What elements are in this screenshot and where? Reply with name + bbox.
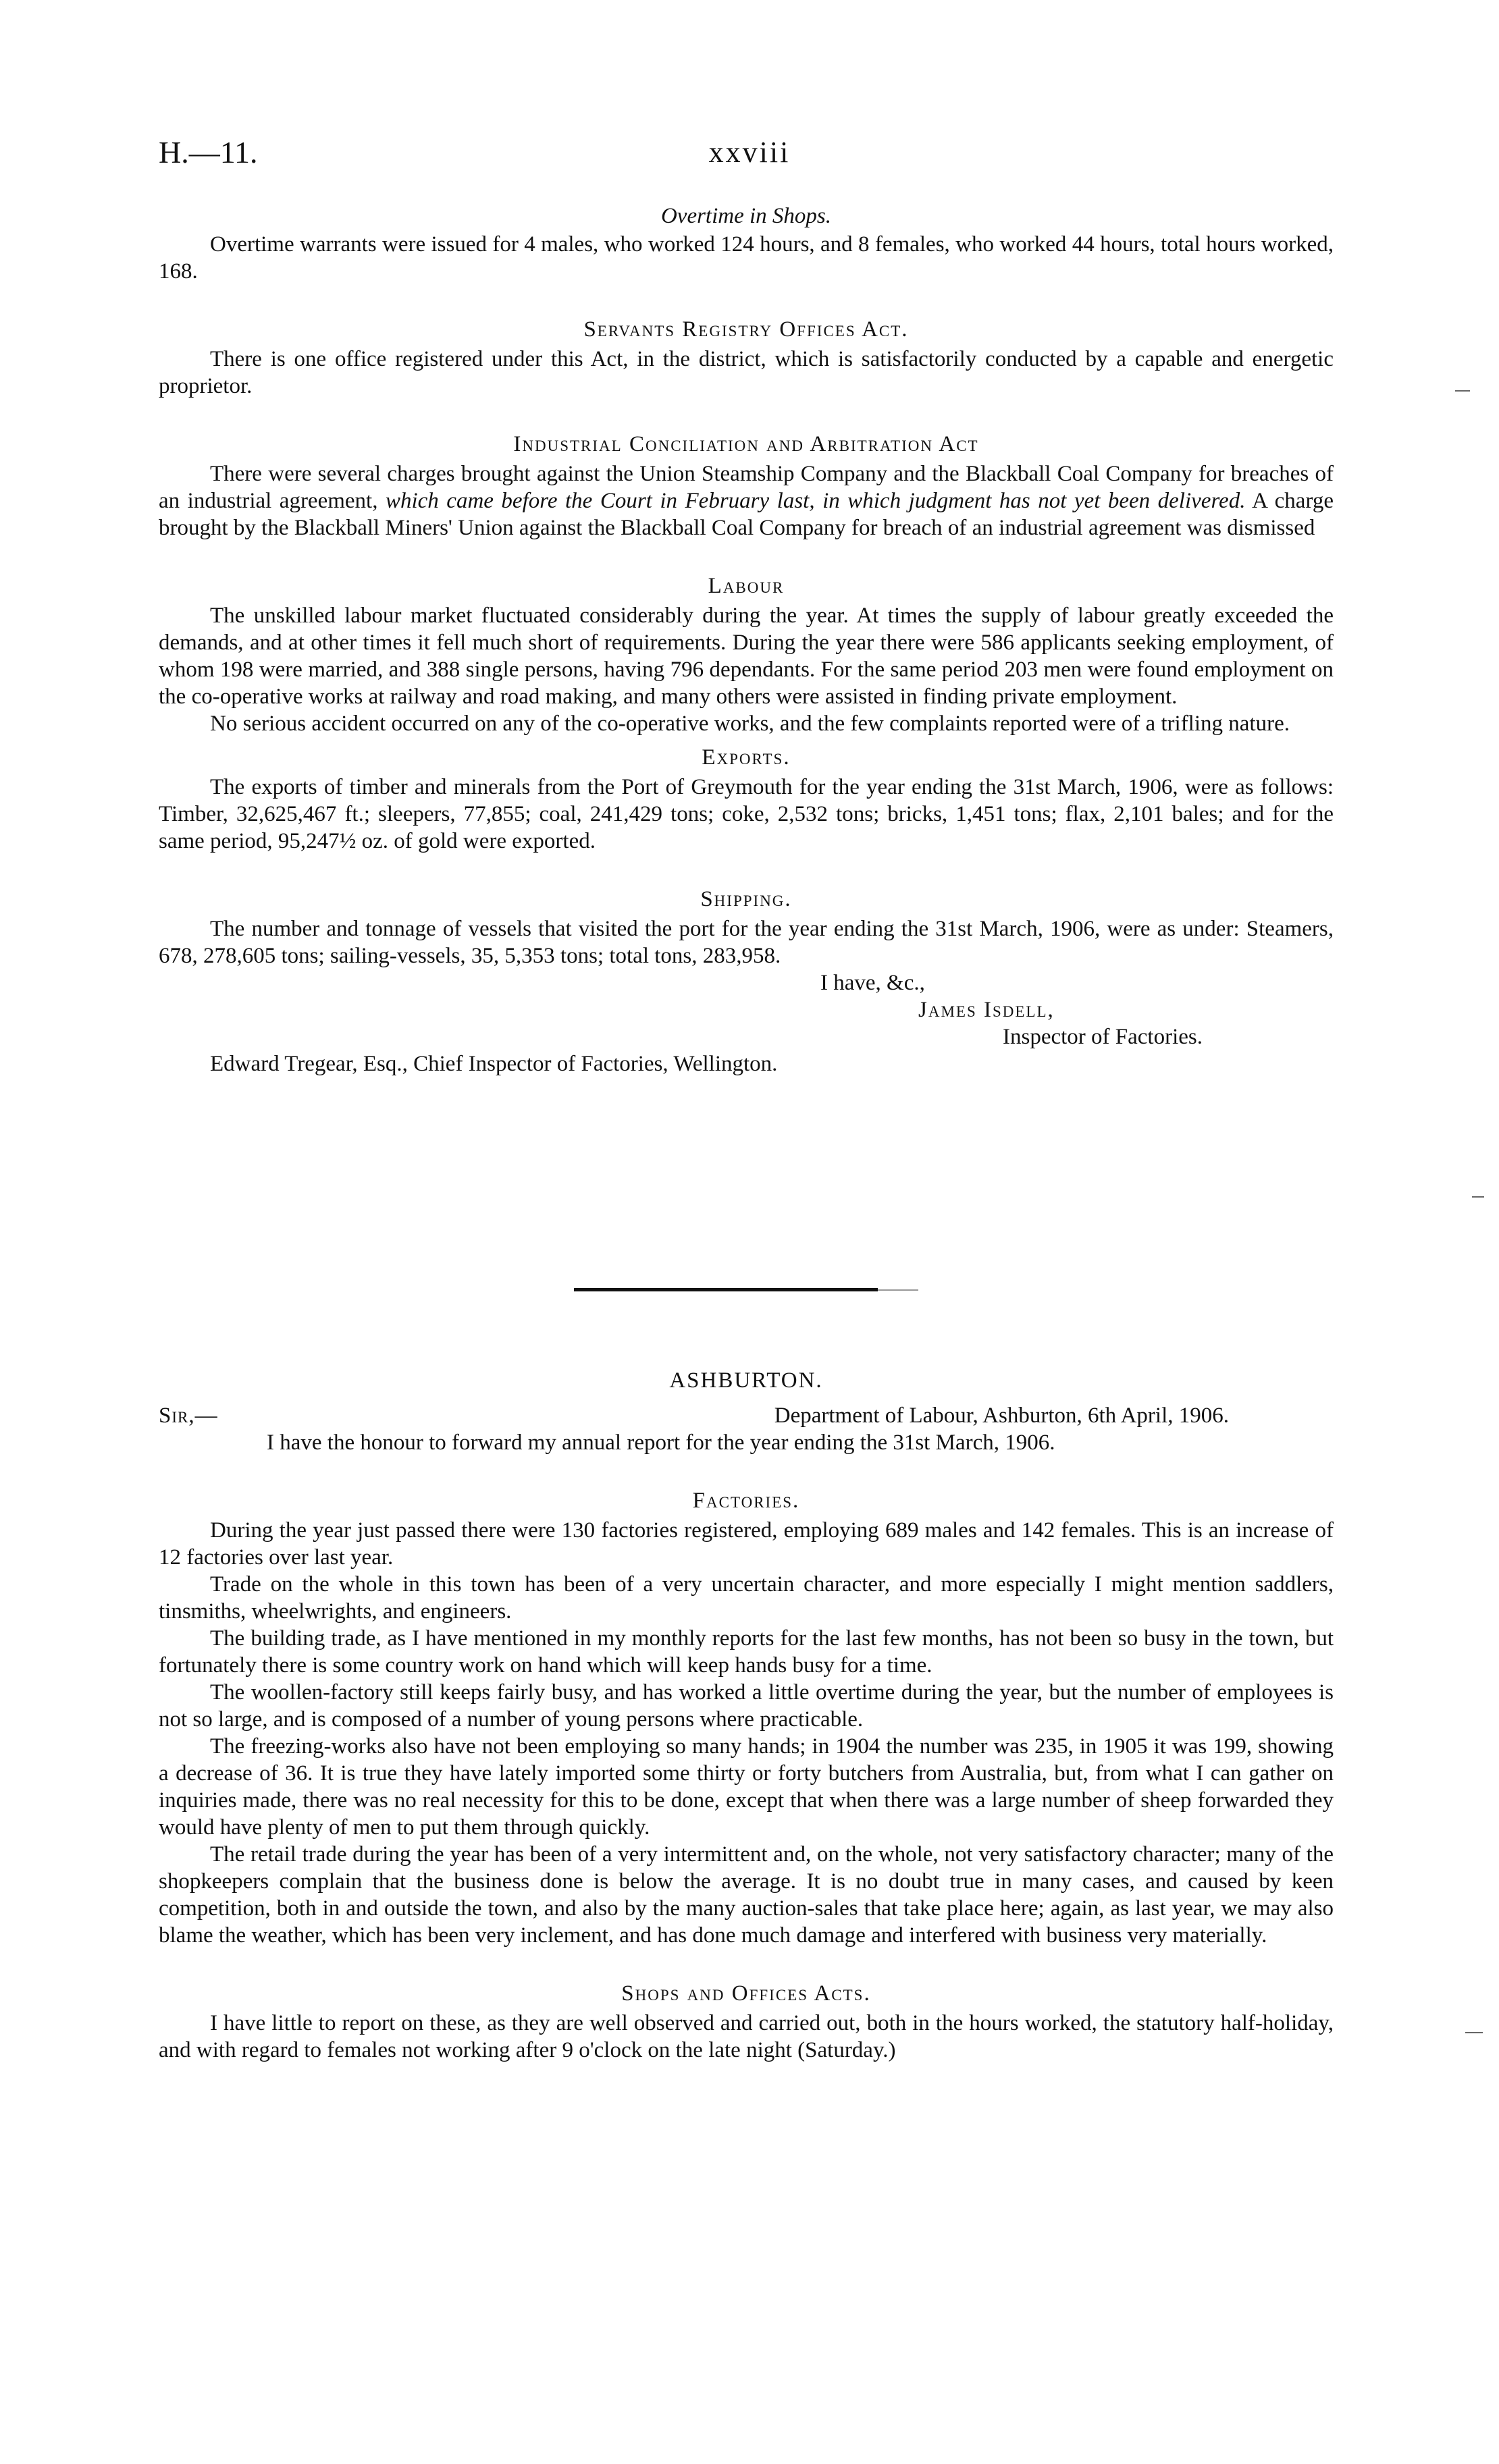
addressee: Edward Tregear, Esq., Chief Inspector of Factories, Wellington. — [210, 1052, 778, 1076]
signatory-name: James Isdell, — [918, 998, 1055, 1022]
intro-paragraph: I have the honour to forward my annual report for the year ending the 31st March, 1906. — [267, 1430, 1055, 1455]
paragraph: The freezing-works also have not been employing so many hands; in 1904 the number was 235, in 1905 it was 199, showing a decrease of 36. It is true they have lately imported some thirty or forty butchers from Australia, but, from what I can gather on inquiries made, there was no real necessity for this to be done, except that when there was a large number of sheep forwarded they would have plenty of men to put them through quickly. — [159, 1734, 1334, 1840]
running-head — [159, 135, 1340, 180]
section-labour — [159, 572, 1334, 737]
section-heading: Shops and Offices Acts. — [621, 1981, 871, 2006]
section-divider — [574, 1288, 878, 1291]
text-run: A charge brought by the Blackball Miners' Union against the Blackball Coal Company for breach of an industrial agreement was dismissed — [159, 489, 1334, 540]
section-shops-offices — [159, 1980, 1334, 2064]
signature-block — [159, 969, 1334, 1104]
section-shipping — [159, 886, 1334, 969]
paragraph: The unskilled labour market fluctuated considerably during the year. At times the supply of labour greatly exceeded the demands, and at other times it fell much short of requirements. During the year there were 586 applicants seeking employment, of whom 198 were married, and 388 single persons, having 796 dependants. For the same period 203 men were found employment on the co-operative works at railway and road making, and many others were assisted in finding private employment. — [159, 604, 1334, 709]
paragraph — [159, 460, 1334, 541]
salutation: Sir,— — [159, 1403, 218, 1428]
section-servants-registry — [159, 316, 1334, 400]
ashburton-report — [159, 1367, 1334, 2064]
text-run: There were several charges brought against the Union Steamship Company and the Blackball Coal Company for breaches of an industrial agreement, — [159, 462, 1334, 513]
margin-mark — [1472, 1196, 1484, 1198]
closing: I have, &c., — [820, 971, 925, 995]
italic-run: which came before the Court in February last, in which judgment has not yet been delivered. — [385, 489, 1246, 513]
letter-opening — [159, 1402, 1334, 1429]
paragraph: There is one office registered under this Act, in the district, which is satisfactorily conducted by a capable and energetic proprietor. — [159, 347, 1334, 398]
signatory-title: Inspector of Factories. — [1003, 1025, 1203, 1049]
paragraph: During the year just passed there were 130 factories registered, employing 689 males and 142 females. This is an increase of 12 factories over last year. — [159, 1518, 1334, 1570]
greymouth-report — [159, 203, 1334, 1104]
section-factories — [159, 1487, 1334, 1949]
paragraph: The retail trade during the year has been of a very intermittent and, on the whole, not very satisfactory character; many of the shopkeepers complain that the business done is below the average. It is no doubt true in many cases, and caused by keen competition, both in and outside the town, and also by the many auction-sales that take place here; again, as last year, we may also blame the weather, which has been very inclement, and has done much damage and interfered with business very materially. — [159, 1842, 1334, 1948]
paragraph: The woollen-factory still keeps fairly busy, and has worked a little overtime during the year, but the number of employees is not so large, and is composed of a number of young persons where practicable. — [159, 1680, 1334, 1732]
paragraph: Overtime warrants were issued for 4 males, who worked 124 hours, and 8 females, who worked 44 hours, total hours worked, 168. — [159, 232, 1334, 284]
paragraph: The exports of timber and minerals from the Port of Greymouth for the year ending the 31st March, 1906, were as follows: Timber, 32,625,467 ft.; sleepers, 77,855; coal, 241,429 tons; coke, 2,532 tons; bricks, 1,451 tons; flax, 2,101 bales; and for the same period, 95,247½ oz. of gold were exported. — [159, 775, 1334, 853]
section-heading: Servants Registry Offices Act. — [583, 317, 909, 342]
dateline: Department of Labour, Ashburton, 6th April, 1906. — [774, 1403, 1229, 1428]
section-divider-tail — [878, 1289, 918, 1291]
report-place-heading: ASHBURTON. — [669, 1368, 823, 1393]
margin-mark — [1455, 390, 1470, 392]
paragraph: The building trade, as I have mentioned in my monthly reports for the last few months, has not been so busy in the town, but fortunately there is some country work on hand which will keep hands busy for a time. — [159, 1626, 1334, 1678]
section-heading: Exports. — [702, 745, 791, 770]
section-industrial-conciliation — [159, 431, 1334, 541]
margin-mark — [1465, 2032, 1483, 2033]
paragraph: I have little to report on these, as they are well observed and carried out, both in the hours worked, the statutory half-holiday, and with regard to females not working after 9 o'clock on the late night (Saturday.) — [159, 2011, 1334, 2062]
section-exports — [159, 744, 1334, 855]
paragraph: Trade on the whole in this town has been of a very uncertain character, and more especially I might mention saddlers, tinsmiths, wheelwrights, and engineers. — [159, 1572, 1334, 1624]
section-heading: Factories. — [692, 1489, 800, 1513]
page-number: xxviii — [708, 136, 791, 169]
paragraph: The number and tonnage of vessels that visited the port for the year ending the 31st March, 1906, were as under: Steamers, 678, 278,605 tons; sailing-vessels, 35, 5,353 tons; total tons, 283,958. — [159, 917, 1334, 968]
section-heading: Labour — [708, 574, 785, 598]
section-heading: Overtime in Shops. — [660, 204, 832, 228]
section-overtime — [159, 203, 1334, 285]
paragraph: No serious accident occurred on any of the co-operative works, and the few complaints reported were of a trifling nature. — [210, 712, 1290, 736]
section-heading: Industrial Conciliation and Arbitration Act — [513, 432, 979, 456]
document-reference: H.—11. — [159, 135, 258, 169]
section-heading: Shipping. — [700, 887, 792, 911]
